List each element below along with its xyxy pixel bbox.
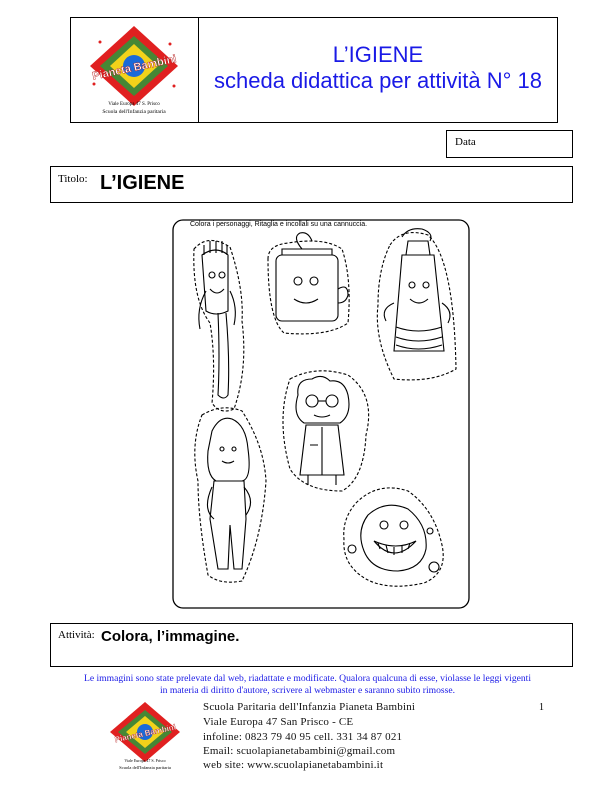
copyright-disclaimer bbox=[30, 673, 585, 697]
coloring-sheet-image bbox=[172, 219, 470, 609]
page-subtitle: scheda didattica per attività N° 18 bbox=[214, 68, 542, 93]
page-number: 1 bbox=[539, 702, 544, 713]
footer-website[interactable]: web site: www.scuolapianetabambini.it bbox=[203, 759, 384, 771]
footer-email[interactable]: Email: scuolapianetabambini@gmail.com bbox=[203, 745, 396, 757]
activity-label: Attività: bbox=[58, 629, 95, 641]
toothpaste-character bbox=[377, 229, 456, 380]
footer-logo-text: Pianeta Bambini bbox=[113, 722, 177, 745]
footer-phones: infoline: 0823 79 40 95 cell. 331 34 87 021 bbox=[203, 731, 403, 743]
worksheet-instruction: Colora i personaggi, Ritaglia e incollali su una cannuccia. bbox=[190, 221, 368, 228]
toothbrush-character bbox=[194, 240, 244, 411]
germ-character bbox=[344, 488, 443, 586]
footer-address: Viale Europa 47 San Prisco - CE bbox=[203, 716, 354, 728]
logo-caption-1: Viale Europa 47 S. Prisco bbox=[108, 102, 160, 107]
title-value: L’IGIENE bbox=[100, 172, 185, 194]
dentist-character bbox=[283, 371, 369, 491]
footer-school-name: Scuola Paritaria dell'Infanzia Pianeta Bambini bbox=[203, 701, 416, 713]
page-title: L’IGIENE bbox=[332, 42, 424, 67]
logo-caption-2: Scuola dell'Infanzia paritaria bbox=[102, 109, 166, 115]
school-logo bbox=[78, 22, 190, 118]
disclaimer-line-1: Le immagini sono state prelevate dal web, riadattate e modificate. Qualora qualcuna di esse, violasse le leggi vigenti bbox=[83, 673, 532, 684]
title-label: Titolo: bbox=[58, 173, 88, 185]
logo-text: Pianeta Bambini bbox=[91, 53, 178, 83]
activity-value: Colora, l’immagine. bbox=[101, 628, 240, 645]
footer-logo-caption-1: Viale Europa 47 S. Prisco bbox=[124, 758, 166, 763]
footer-logo bbox=[96, 700, 194, 772]
disclaimer-line-2: in materia di diritto d'autore, scrivere al webmaster e saranno subito rimosse. bbox=[159, 685, 456, 696]
dental-floss-character bbox=[268, 233, 349, 334]
footer-logo-caption-2: Scuola dell'Infanzia paritaria bbox=[119, 765, 171, 770]
header-divider bbox=[198, 17, 199, 123]
date-label: Data bbox=[455, 136, 476, 148]
girl-character bbox=[195, 408, 266, 582]
